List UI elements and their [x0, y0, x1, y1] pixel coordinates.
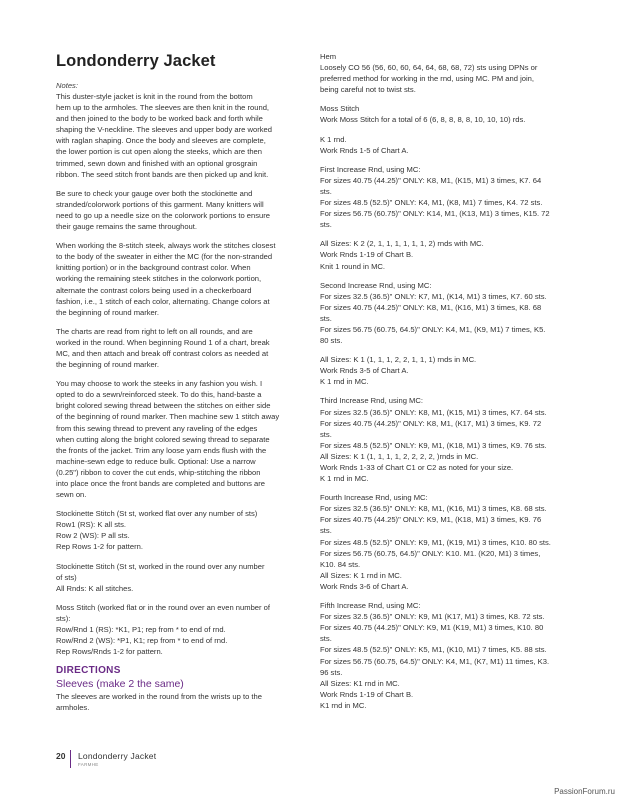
footer-publisher: FARMHE: [78, 762, 99, 767]
text-line: the beginning of round marker.: [56, 360, 160, 370]
all-sizes-section: [320, 354, 570, 387]
text-line: All Sizes: K1 rnd in MC.: [320, 678, 400, 688]
text-line: For sizes 40.75 (44.25)" ONLY: K8, M1, (K17, M1) 3 times, K9. 72: [320, 418, 542, 428]
text-line: Row/Rnd 2 (WS): *P1, K1; rep from * to end of rnd.: [56, 636, 228, 646]
text-line: sewn on.: [56, 490, 87, 500]
text-line: Second Increase Rnd, using MC:: [320, 280, 432, 290]
text-line: The sleeves are worked in the round from the wrists up to the: [56, 692, 262, 702]
text-line: Stockinette Stitch (St st, worked flat over any number of sts): [56, 509, 258, 519]
hem-section: [320, 51, 570, 95]
text-line: Fifth Increase Rnd, using MC:: [320, 601, 421, 611]
text-line: worked in the round. When beginning Round 1 of a chart, break: [56, 337, 270, 347]
text-line: K1 rnd in MC.: [320, 700, 367, 710]
text-line: Work Rnds 3-5 of Chart A.: [320, 366, 409, 376]
text-line: of the beginning of round marker. Then machine sew 1 stitch away: [56, 412, 280, 422]
text-line: For sizes 48.5 (52.5)" ONLY: K4, M1, (K8, M1) 7 times, K4. 72 sts.: [320, 198, 543, 208]
text-line: with raglan shaping. Once the body and sleeves are complete,: [56, 136, 266, 146]
text-line: All Sizes: K 1 rnd in MC.: [320, 570, 402, 580]
text-line: machine-sewn edge to reduce bulk. Optional: Use a narrow: [56, 456, 256, 466]
text-line: Loosely CO 56 (56, 60, 60, 64, 64, 68, 68, 72) sts using DPNs or: [320, 63, 538, 73]
text-line: All Sizes: K 2 (2, 1, 1, 1, 1, 1, 1, 2) rnds with MC.: [320, 239, 484, 249]
footer-divider: [70, 750, 71, 768]
watermark: PassionForum.ru: [554, 787, 615, 796]
text-line: their gauge remains the same throughout.: [56, 222, 197, 232]
second-increase-section: [320, 280, 570, 347]
text-line: trimmed, sewn down and finished with an optional grosgrain: [56, 158, 258, 168]
text-line: bright colored sewing thread between the stitches on either side: [56, 401, 271, 411]
text-line: For sizes 32.5 (36.5)" ONLY: K9, M1 (K17, M1) 3 times, K8. 72 sts.: [320, 612, 545, 622]
notes-label: Notes:: [56, 81, 78, 90]
text-line: All Sizes: K 1 (1, 1, 1, 1, 2, 2, 2, 2, )rnds in MC.: [320, 451, 479, 461]
text-line: For sizes 48.5 (52.5)" ONLY: K9, M1, (K18, M1) 3 times, K9. 76 sts.: [320, 440, 547, 450]
text-line: 96 sts.: [320, 667, 343, 677]
text-line: sts.: [320, 526, 332, 536]
stitch-definition: [56, 508, 306, 552]
text-line: Row 2 (WS): P all sts.: [56, 531, 130, 541]
text-line: the lower portion is cut open along the steeks, which are then: [56, 147, 262, 157]
text-line: when cutting along the bright colored sewing thread to separate: [56, 434, 270, 444]
text-line: ribbon. The seed stitch front bands are then picked up and knit.: [56, 169, 269, 179]
text-line: K 1 rnd in MC.: [320, 474, 369, 484]
text-line: the fronts of the jacket. Trim any loose yarn ends flush with the: [56, 445, 267, 455]
text-line: Work Rnds 1-33 of Chart C1 or C2 as noted for your size.: [320, 463, 514, 472]
text-line: For sizes 40.75 (44.25)" ONLY: K8, M1, (K15, M1) 3 times, K7. 64: [320, 175, 542, 185]
text-line: the beginning of round marker.: [56, 307, 160, 317]
text-line: into place once the front bands are completed and buttons are: [56, 479, 265, 488]
text-line: Work Rnds 3-6 of Chart A.: [320, 581, 409, 591]
text-line: knitting portion) or in the background contrast color. When: [56, 263, 251, 273]
text-line: MC, and then attach and break off contrast colors as needed at: [56, 348, 269, 358]
text-line: Work Moss Stitch for a total of 6 (6, 8, 8, 8, 8, 10, 10, 10) rds.: [320, 115, 526, 125]
text-line: stranded/colorwork portions of this garment. Many knitters will: [56, 199, 264, 209]
text-line: sts.: [320, 186, 332, 196]
text-line: Hem: [320, 52, 337, 61]
text-line: For sizes 32.5 (36.5)" ONLY: K8, M1, (K16, M1) 3 times, K8. 68 sts.: [320, 504, 547, 514]
text-line: fashion, i.e., 1 stitch of each color, alternating. Change colors at: [56, 296, 270, 306]
sleeves-subheading: Sleeves (make 2 the same): [56, 678, 184, 691]
text-line: sts.: [320, 634, 332, 644]
text-line: K 1 rnd.: [320, 134, 347, 144]
first-increase-section: [320, 164, 570, 231]
notes-paragraph: [56, 91, 306, 180]
text-line: When working the 8-stitch steek, always work the stitches closest: [56, 241, 276, 251]
text-line: Rep Rows/Rnds 1-2 for pattern.: [56, 647, 163, 657]
notes-paragraph: [56, 326, 306, 370]
text-line: K 1 rnd in MC.: [320, 377, 369, 387]
text-line: For sizes 56.75 (60.75)" ONLY: K14, M1, (K13, M1) 3 times, K15. 72: [320, 209, 550, 219]
text-line: This duster-style jacket is knit in the round from the bottom: [56, 92, 253, 101]
text-line: sts):: [56, 613, 71, 623]
text-line: Fourth Increase Rnd, using MC:: [320, 493, 428, 503]
text-line: Work Rnds 1-19 of Chart B.: [320, 689, 414, 699]
notes-paragraph: [56, 188, 306, 232]
stitch-definition: [56, 602, 306, 657]
text-line: Rep Rows 1-2 for pattern.: [56, 542, 143, 552]
text-line: For sizes 32.5 (36.5)" ONLY: K7, M1, (K14, M1) 3 times, K7. 60 sts.: [320, 291, 547, 301]
page-number: 20: [56, 751, 66, 761]
sleeves-intro: [56, 691, 306, 713]
text-line: preferred method for working in the rnd, using MC. PM and join,: [320, 74, 534, 84]
fifth-increase-section: [320, 600, 570, 711]
text-line: Knit 1 round in MC.: [320, 261, 385, 271]
page-title: Londonderry Jacket: [56, 52, 216, 70]
text-line: sts.: [320, 220, 332, 230]
left-column: [56, 52, 306, 722]
text-line: Work Rnds 1-19 of Chart B.: [320, 250, 414, 260]
text-line: Moss Stitch (worked flat or in the round over an even number of: [56, 602, 270, 612]
text-line: from this sewing thread to prevent any raveling of the edges: [56, 423, 258, 433]
text-line: working the remaining steek stitches in the colorwork portion,: [56, 274, 262, 284]
text-line: 80 sts.: [320, 336, 343, 346]
stitch-definition: [56, 561, 306, 594]
text-line: Work Rnds 1-5 of Chart A.: [320, 145, 409, 155]
text-line: The charts are read from right to left on all rounds, and are: [56, 326, 253, 336]
text-line: being careful not to twist sts.: [320, 85, 416, 95]
text-line: For sizes 56.75 (60.75, 64.5)" ONLY: K10. M1. (K20, M1) 3 times,: [320, 548, 541, 558]
notes-paragraph: [56, 378, 306, 500]
all-sizes-section: [320, 238, 570, 271]
text-line: sts.: [320, 429, 332, 439]
text-line: shaping the V-neckline. The sleeves and upper body are worked: [56, 125, 272, 135]
right-column: [320, 51, 570, 719]
text-line: alternate the contrast colors being used in a checkerboard: [56, 285, 252, 295]
text-line: Third Increase Rnd, using MC:: [320, 396, 423, 406]
text-line: armholes.: [56, 703, 90, 713]
text-line: For sizes 48.5 (52.5)" ONLY: K5, M1, (K10, M1) 7 times, K5. 88 sts.: [320, 645, 547, 655]
text-line: For sizes 48.5 (52.5)" ONLY: K9, M1, (K19, M1) 3 times, K10. 80 sts.: [320, 537, 551, 547]
text-line: (0.25") ribbon to cover the cut ends, whip-stitching the ribbon: [56, 467, 261, 477]
text-line: to the body of the sweater in either the MC (for the non-stranded: [56, 252, 273, 262]
footer-title: Londonderry Jacket: [78, 751, 157, 761]
text-line: For sizes 56.75 (60.75, 64.5)" ONLY: K4, M1, (K7, M1) 11 times, K3.: [320, 656, 550, 666]
text-line: Moss Stitch: [320, 104, 360, 114]
text-line: Be sure to check your gauge over both the stockinette and: [56, 188, 253, 198]
text-line: All Rnds: K all stitches.: [56, 583, 134, 593]
text-line: First Increase Rnd, using MC:: [320, 164, 421, 174]
chart-a-section: [320, 134, 570, 156]
text-line: For sizes 40.75 (44.25)" ONLY: K9, M1, (K18, M1) 3 times, K9. 76: [320, 515, 542, 525]
text-line: hem up to the armholes. The sleeves are then knit in the round,: [56, 103, 270, 113]
text-line: sts.: [320, 313, 332, 323]
text-line: For sizes 40.75 (44.25)" ONLY: K8, M1, (K16, M1) 3 times, K8. 68: [320, 302, 542, 312]
text-line: opted to do a sewn/reinforced steek. To do this, hand-baste a: [56, 390, 262, 400]
text-line: and then joined to the body to be worked back and forth while: [56, 114, 263, 124]
moss-stitch-section: [320, 103, 570, 125]
text-line: For sizes 40.75 (44.25)" ONLY: K9, M1 (K19, M1) 3 times, K10. 80: [320, 623, 544, 633]
fourth-increase-section: [320, 492, 570, 592]
text-line: All Sizes: K 1 (1, 1, 1, 2, 2, 1, 1, 1) rnds in MC.: [320, 355, 477, 365]
directions-heading: DIRECTIONS: [56, 665, 121, 677]
text-line: Stockinette Stitch (St st, worked in the round over any number: [56, 561, 265, 571]
text-line: Row/Rnd 1 (RS): *K1, P1; rep from * to end of rnd.: [56, 625, 226, 635]
text-line: of sts): [56, 572, 77, 582]
notes-paragraph: [56, 240, 306, 318]
text-line: Row1 (RS): K all sts.: [56, 520, 127, 530]
text-line: need to go up a needle size on the colorwork portions to ensure: [56, 210, 271, 220]
text-line: For sizes 56.75 (60.75, 64.5)" ONLY: K4, M1, (K9, M1) 7 times, K5.: [320, 324, 546, 334]
text-line: You may choose to work the steeks in any fashion you wish. I: [56, 379, 263, 389]
text-line: For sizes 32.5 (36.5)" ONLY: K8, M1, (K15, M1) 3 times, K7. 64 sts.: [320, 407, 547, 417]
third-increase-section: [320, 395, 570, 484]
text-line: K10. 84 sts.: [320, 559, 361, 569]
